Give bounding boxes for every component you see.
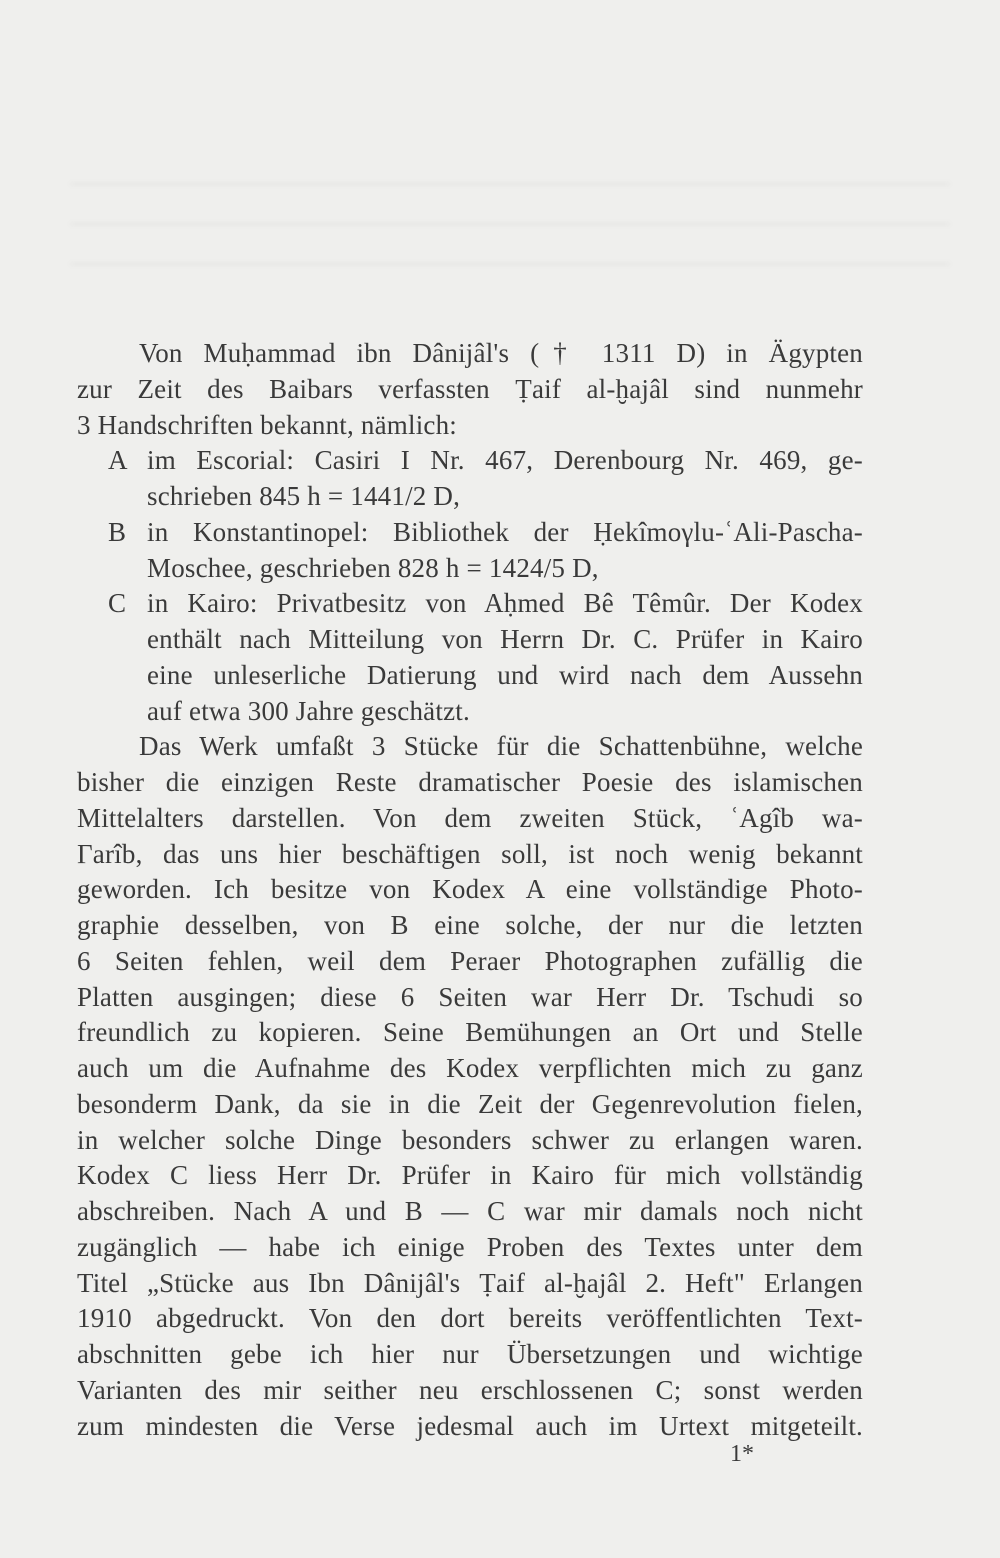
text-line: schrieben 845 h = 1441/2 D, <box>147 481 461 511</box>
text-line: 1910 abgedruckt. Von den dort bereits veröffentlichten Text- <box>77 1303 863 1334</box>
text-line: eine unleserliche Datierung und wird nach dem Aussehn <box>147 659 863 690</box>
list-item-label: A <box>108 445 128 476</box>
list-item-label: C <box>108 588 127 619</box>
list-item <box>77 443 863 479</box>
text-line: auch um die Aufnahme des Kodex verpflichten mich zu ganz <box>77 1053 863 1083</box>
text-line: im Escorial: Casiri I Nr. 467, Derenbourg Nr. 469, ge- <box>147 445 863 476</box>
text-line: enthält nach Mitteilung von Herrn Dr. C. Prüfer in Kairo <box>147 624 863 654</box>
text-line: 6 Seiten fehlen, weil dem Peraer Photographen zufällig die <box>77 945 863 976</box>
list-item <box>77 515 863 551</box>
text-line: Titel „Stücke aus Ibn Dânijâl's Ṭaif al-ḫajâl 2. Heft" Erlangen <box>77 1267 863 1298</box>
text-line: abschnitten gebe ich hier nur Übersetzungen und wichtige <box>77 1339 863 1369</box>
text-line: abschreiben. Nach A und B — C war mir damals noch nicht <box>77 1196 863 1226</box>
text-line: Moschee, geschrieben 828 h = 1424/5 D, <box>147 552 599 583</box>
text-line: in Kairo: Privatbesitz von Aḥmed Bê Têmûr. Der Kodex <box>147 588 863 619</box>
list-item-label: B <box>108 516 127 547</box>
text-line: graphie desselben, von B eine solche, der nur die letzten <box>77 910 863 940</box>
text-line: zur Zeit des Baibars verfassten Ṭaif al-ḫajâl sind nunmehr <box>77 373 863 404</box>
text-line: auf etwa 300 Jahre geschätzt. <box>147 695 470 726</box>
text-line: 3 Handschriften bekannt, nämlich: <box>77 409 457 440</box>
text-line: Von Muḥammad ibn Dânijâl's († 1311 D) in Ägypten <box>139 338 863 368</box>
text-line: zum mindesten die Verse jedesmal auch im Urtext mitgeteilt. <box>77 1410 863 1441</box>
text-line: zugänglich — habe ich einige Proben des Textes unter dem <box>77 1231 863 1262</box>
text-line: geworden. Ich besitze von Kodex A eine vollständige Photo- <box>77 874 863 905</box>
text-line: freundlich zu kopieren. Seine Bemühungen an Ort und Stelle <box>77 1017 863 1048</box>
body-text <box>77 336 863 1444</box>
text-line: Γarîb, das uns hier beschäftigen soll, ist noch wenig bekannt <box>77 838 863 869</box>
text-line: bisher die einzigen Reste dramatischer Poesie des islamischen <box>77 767 863 797</box>
text-line: Kodex C liess Herr Dr. Prüfer in Kairo für mich vollständig <box>77 1160 863 1191</box>
signature-mark: 1* <box>730 1441 754 1467</box>
text-line: Varianten des mir seither neu erschlossenen C; sonst werden <box>77 1374 863 1405</box>
text-line: Platten ausgingen; diese 6 Seiten war Herr Dr. Tschudi so <box>77 981 863 1012</box>
text-line: besonderm Dank, da sie in die Zeit der Gegenrevolution fielen, <box>77 1088 863 1119</box>
list-item <box>77 586 863 622</box>
text-line: Das Werk umfaßt 3 Stücke für die Schattenbühne, welche <box>139 731 863 762</box>
bleed-through <box>70 160 950 300</box>
text-line: in Konstantinopel: Bibliothek der Ḥekîmoγlu-ʿAli-Pascha- <box>147 516 863 547</box>
text-line: Mittelalters darstellen. Von dem zweiten Stück, ʿAgîb wa- <box>77 802 863 833</box>
text-line: in welcher solche Dinge besonders schwer zu erlangen waren. <box>77 1124 863 1155</box>
